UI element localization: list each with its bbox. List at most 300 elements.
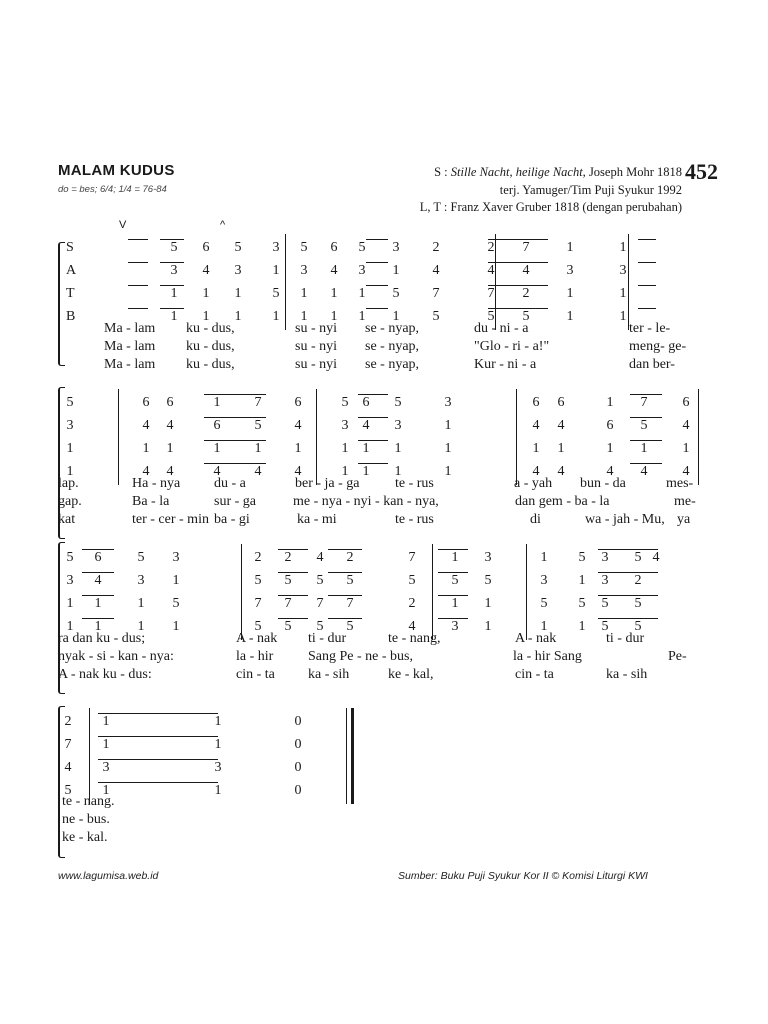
note: 1 bbox=[330, 286, 338, 301]
note-beam bbox=[328, 549, 362, 550]
lyric-segment: kat bbox=[58, 512, 76, 527]
voice-row bbox=[58, 712, 718, 732]
note-beam bbox=[488, 239, 548, 240]
note: 1 bbox=[362, 441, 370, 456]
note: 3 bbox=[214, 760, 222, 775]
note: 3 bbox=[358, 263, 366, 278]
note: 6 bbox=[532, 395, 540, 410]
lyric-segment: te - nang. bbox=[62, 794, 115, 809]
note-beam bbox=[358, 463, 388, 464]
note: 1 bbox=[294, 441, 302, 456]
lyric-segment: la - hir bbox=[236, 649, 274, 664]
note-beam bbox=[438, 595, 468, 596]
lyric-line bbox=[58, 320, 718, 338]
note: 2 bbox=[522, 286, 530, 301]
note: 4 bbox=[362, 418, 370, 433]
lyric-segment: A - nak bbox=[236, 631, 278, 646]
note: 7 bbox=[432, 286, 440, 301]
note: 3 bbox=[272, 240, 280, 255]
note: 6 bbox=[362, 395, 370, 410]
note: 1 bbox=[619, 286, 627, 301]
note: 2 bbox=[346, 550, 354, 565]
lyric-segment: ku - dus, bbox=[186, 357, 235, 372]
lyric-segment: Ma - lam bbox=[104, 321, 156, 336]
note: 6 bbox=[294, 395, 302, 410]
note: 5 bbox=[634, 550, 642, 565]
note: 7 bbox=[254, 395, 262, 410]
note-beam bbox=[598, 549, 658, 550]
note: 2 bbox=[254, 550, 262, 565]
note-beam bbox=[438, 549, 468, 550]
note: 5 bbox=[451, 573, 459, 588]
lyric-segment: su - nyi bbox=[295, 321, 337, 336]
note: 4 bbox=[202, 263, 210, 278]
note: 6 bbox=[166, 395, 174, 410]
lyric-segment: Ha - nya bbox=[132, 476, 181, 491]
note-beam bbox=[630, 394, 662, 395]
note: 7 bbox=[64, 737, 72, 752]
note: 3 bbox=[137, 573, 145, 588]
note: 1 bbox=[566, 286, 574, 301]
lyric-line bbox=[58, 356, 718, 374]
note: 3 bbox=[484, 550, 492, 565]
note: 1 bbox=[392, 309, 400, 324]
note: 1 bbox=[540, 619, 548, 634]
score-system bbox=[58, 712, 718, 857]
note-beam bbox=[638, 308, 656, 309]
note: 5 bbox=[540, 596, 548, 611]
note-beam bbox=[98, 736, 218, 737]
note: 4 bbox=[557, 418, 565, 433]
note: 5 bbox=[640, 418, 648, 433]
note: 5 bbox=[284, 573, 292, 588]
note: 4 bbox=[557, 464, 565, 479]
note: 3 bbox=[540, 573, 548, 588]
voice-row bbox=[58, 238, 718, 258]
note: 5 bbox=[300, 240, 308, 255]
note: 4 bbox=[532, 464, 540, 479]
note: 0 bbox=[294, 783, 302, 798]
credit-music: L, T : Franz Xaver Gruber 1818 (dengan perubahan) bbox=[419, 200, 682, 214]
note: 4 bbox=[254, 464, 262, 479]
note-beam bbox=[366, 239, 388, 240]
note-beam bbox=[438, 572, 468, 573]
voice-row bbox=[58, 571, 718, 591]
note: 1 bbox=[578, 573, 586, 588]
lyric-line bbox=[58, 829, 718, 847]
barline bbox=[432, 544, 433, 640]
voice-row bbox=[58, 261, 718, 281]
lyric-segment: cin - ta bbox=[236, 667, 275, 682]
note: 1 bbox=[272, 309, 280, 324]
note: 7 bbox=[254, 596, 262, 611]
breath-mark: ^ bbox=[220, 219, 226, 231]
note: 7 bbox=[522, 240, 530, 255]
note: 4 bbox=[142, 464, 150, 479]
credit-text bbox=[434, 165, 682, 180]
note: 1 bbox=[682, 441, 690, 456]
note: 1 bbox=[358, 309, 366, 324]
note: 1 bbox=[66, 464, 74, 479]
voice-label: T bbox=[66, 286, 75, 301]
note: 1 bbox=[557, 441, 565, 456]
barline bbox=[698, 389, 699, 485]
note: 1 bbox=[619, 240, 627, 255]
note: 1 bbox=[578, 619, 586, 634]
note-beam bbox=[328, 595, 362, 596]
note: 6 bbox=[94, 550, 102, 565]
note: 4 bbox=[330, 263, 338, 278]
note: 5 bbox=[284, 619, 292, 634]
lyric-segment: te - nang, bbox=[388, 631, 441, 646]
note: 4 bbox=[166, 418, 174, 433]
note-beam bbox=[630, 463, 662, 464]
note: 1 bbox=[66, 619, 74, 634]
note: 1 bbox=[566, 309, 574, 324]
credit-text-prefix: S : bbox=[434, 165, 451, 179]
credit-original-title: Stille Nacht, heilige Nacht, bbox=[450, 165, 586, 179]
voice-row bbox=[58, 594, 718, 614]
note: 2 bbox=[408, 596, 416, 611]
note: 1 bbox=[214, 783, 222, 798]
lyric-segment: ke - kal. bbox=[62, 830, 108, 845]
note: 7 bbox=[408, 550, 416, 565]
note: 5 bbox=[484, 573, 492, 588]
note: 1 bbox=[394, 464, 402, 479]
note-beam bbox=[160, 239, 184, 240]
note: 6 bbox=[202, 240, 210, 255]
note: 5 bbox=[234, 240, 242, 255]
note-beam bbox=[98, 759, 218, 760]
note-beam bbox=[438, 618, 468, 619]
note: 4 bbox=[64, 760, 72, 775]
note-beam bbox=[82, 618, 114, 619]
lyric-segment: gap. bbox=[58, 494, 82, 509]
lyric-segment: su - nyi bbox=[295, 339, 337, 354]
barline bbox=[316, 389, 317, 485]
lyric-line bbox=[58, 511, 718, 529]
voice-row bbox=[58, 393, 718, 413]
lyric-segment: Sang Pe - ne - bus, bbox=[308, 649, 413, 664]
note: 0 bbox=[294, 737, 302, 752]
lyric-line bbox=[58, 793, 718, 811]
note: 1 bbox=[451, 550, 459, 565]
lyric-line bbox=[58, 338, 718, 356]
lyric-segment: ku - dus, bbox=[186, 339, 235, 354]
lyric-segment: me - nya - nyi - kan - nya, bbox=[293, 494, 439, 509]
note-beam bbox=[366, 285, 388, 286]
lyric-line bbox=[58, 630, 718, 648]
lyric-segment: ku - dus, bbox=[186, 321, 235, 336]
note: 1 bbox=[234, 286, 242, 301]
note: 3 bbox=[394, 418, 402, 433]
note: 4 bbox=[213, 464, 221, 479]
lyric-line bbox=[58, 493, 718, 511]
note: 1 bbox=[341, 441, 349, 456]
note: 2 bbox=[64, 714, 72, 729]
voice-label: B bbox=[66, 309, 76, 324]
note: 4 bbox=[487, 263, 495, 278]
lyric-segment: ka - sih bbox=[308, 667, 350, 682]
note: 1 bbox=[394, 441, 402, 456]
note: 1 bbox=[362, 464, 370, 479]
lyric-line bbox=[58, 811, 718, 829]
note: 5 bbox=[254, 418, 262, 433]
note: 5 bbox=[346, 573, 354, 588]
note: 1 bbox=[619, 309, 627, 324]
voice-label: S bbox=[66, 240, 74, 255]
note: 3 bbox=[451, 619, 459, 634]
website-credit: www.lagumisa.web.id bbox=[58, 870, 159, 882]
note: 1 bbox=[444, 441, 452, 456]
lyric-line bbox=[58, 666, 718, 684]
note: 5 bbox=[394, 395, 402, 410]
note: 2 bbox=[432, 240, 440, 255]
note: 0 bbox=[294, 714, 302, 729]
note-beam bbox=[160, 285, 184, 286]
note: 0 bbox=[294, 760, 302, 775]
voice-row bbox=[58, 735, 718, 755]
note: 1 bbox=[94, 619, 102, 634]
note-beam bbox=[204, 440, 266, 441]
note: 4 bbox=[522, 263, 530, 278]
note: 1 bbox=[170, 286, 178, 301]
note-beam bbox=[98, 713, 218, 714]
note: 1 bbox=[214, 737, 222, 752]
lyric-segment: dan gem - ba - la bbox=[515, 494, 610, 509]
note-beam bbox=[598, 572, 658, 573]
note: 1 bbox=[330, 309, 338, 324]
barline bbox=[628, 234, 629, 330]
lyric-segment: ka - sih bbox=[606, 667, 648, 682]
voice-row bbox=[58, 416, 718, 436]
lyric-segment: Ma - lam bbox=[104, 339, 156, 354]
note-beam bbox=[204, 417, 266, 418]
note-beam bbox=[128, 262, 148, 263]
lyric-segment: bun - da bbox=[580, 476, 626, 491]
note: 5 bbox=[432, 309, 440, 324]
note: 1 bbox=[94, 596, 102, 611]
lyric-segment: ya bbox=[677, 512, 691, 527]
voice-row bbox=[58, 439, 718, 459]
note: 1 bbox=[170, 309, 178, 324]
barline bbox=[89, 708, 90, 804]
note: 1 bbox=[392, 263, 400, 278]
lyric-segment: "Glo - ri - a!" bbox=[474, 339, 550, 354]
note: 4 bbox=[532, 418, 540, 433]
note-beam bbox=[128, 239, 148, 240]
note: 4 bbox=[94, 573, 102, 588]
note: 1 bbox=[142, 441, 150, 456]
lyric-segment: ter - cer - min bbox=[132, 512, 209, 527]
note-beam bbox=[160, 308, 184, 309]
note-beam bbox=[82, 549, 114, 550]
note: 5 bbox=[254, 619, 262, 634]
note: 3 bbox=[234, 263, 242, 278]
note: 4 bbox=[142, 418, 150, 433]
note: 7 bbox=[284, 596, 292, 611]
note: 5 bbox=[254, 573, 262, 588]
note: 1 bbox=[484, 596, 492, 611]
note: 1 bbox=[254, 441, 262, 456]
lyric-segment: ra dan ku - dus; bbox=[58, 631, 146, 646]
lyric-segment: A - nak ku - dus: bbox=[58, 667, 152, 682]
note: 5 bbox=[66, 395, 74, 410]
note: 3 bbox=[102, 760, 110, 775]
lyric-segment: nyak - si - kan - nya: bbox=[58, 649, 174, 664]
note: 1 bbox=[202, 309, 210, 324]
note: 1 bbox=[606, 395, 614, 410]
note-beam bbox=[328, 618, 362, 619]
note: 1 bbox=[451, 596, 459, 611]
lyric-segment: se - nyap, bbox=[365, 339, 420, 354]
note-beam bbox=[358, 440, 388, 441]
note: 5 bbox=[137, 550, 145, 565]
lyric-segment: te - rus bbox=[395, 512, 434, 527]
lyric-segment: ka - mi bbox=[297, 512, 337, 527]
source-credit: Sumber: Buku Puji Syukur Kor II © Komisi Liturgi KWI bbox=[398, 870, 648, 882]
barline bbox=[526, 544, 527, 640]
note: 3 bbox=[300, 263, 308, 278]
note: 3 bbox=[66, 573, 74, 588]
note: 5 bbox=[408, 573, 416, 588]
note-beam bbox=[278, 618, 308, 619]
note-beam bbox=[82, 572, 114, 573]
note: 3 bbox=[619, 263, 627, 278]
note: 1 bbox=[540, 550, 548, 565]
barline bbox=[516, 389, 517, 485]
lyric-line bbox=[58, 475, 718, 493]
note: 1 bbox=[214, 714, 222, 729]
note-beam bbox=[328, 572, 362, 573]
note: 6 bbox=[213, 418, 221, 433]
note-beam bbox=[358, 394, 388, 395]
note: 2 bbox=[634, 573, 642, 588]
note: 4 bbox=[316, 550, 324, 565]
note: 4 bbox=[606, 464, 614, 479]
note-beam bbox=[98, 782, 218, 783]
lyric-segment: lap. bbox=[58, 476, 79, 491]
note-beam bbox=[488, 308, 548, 309]
note: 3 bbox=[392, 240, 400, 255]
note: 1 bbox=[234, 309, 242, 324]
note-beam bbox=[630, 440, 662, 441]
note: 3 bbox=[601, 550, 609, 565]
note-beam bbox=[366, 308, 388, 309]
note: 1 bbox=[272, 263, 280, 278]
note-beam bbox=[278, 595, 308, 596]
note: 5 bbox=[64, 783, 72, 798]
note: 1 bbox=[213, 441, 221, 456]
lyric-segment: Ba - la bbox=[132, 494, 170, 509]
note: 5 bbox=[66, 550, 74, 565]
note: 1 bbox=[137, 619, 145, 634]
note: 5 bbox=[172, 596, 180, 611]
note: 4 bbox=[432, 263, 440, 278]
note: 3 bbox=[66, 418, 74, 433]
note: 5 bbox=[634, 619, 642, 634]
note: 6 bbox=[606, 418, 614, 433]
note-beam bbox=[598, 618, 658, 619]
note: 1 bbox=[444, 418, 452, 433]
voice-row bbox=[58, 548, 718, 568]
note: 2 bbox=[284, 550, 292, 565]
note-beam bbox=[204, 394, 266, 395]
song-title: MALAM KUDUS bbox=[58, 162, 175, 179]
note: 7 bbox=[346, 596, 354, 611]
barline bbox=[285, 234, 286, 330]
lyric-segment: se - nyap, bbox=[365, 321, 420, 336]
note: 3 bbox=[341, 418, 349, 433]
lyric-segment: Pe- bbox=[668, 649, 687, 664]
note: 4 bbox=[294, 418, 302, 433]
note: 1 bbox=[172, 573, 180, 588]
lyric-segment: a - yah bbox=[514, 476, 553, 491]
note: 1 bbox=[566, 240, 574, 255]
credit-translation: terj. Yamuger/Tim Puji Syukur 1992 bbox=[499, 183, 682, 197]
lyric-segment: cin - ta bbox=[515, 667, 554, 682]
note: 5 bbox=[316, 619, 324, 634]
note: 4 bbox=[652, 550, 660, 565]
note: 4 bbox=[682, 418, 690, 433]
note: 1 bbox=[137, 596, 145, 611]
lyric-line bbox=[58, 648, 718, 666]
lyric-segment: ne - bus. bbox=[62, 812, 110, 827]
note-beam bbox=[160, 262, 184, 263]
note: 1 bbox=[532, 441, 540, 456]
note: 5 bbox=[522, 309, 530, 324]
lyric-segment: Kur - ni - a bbox=[474, 357, 537, 372]
note: 1 bbox=[213, 395, 221, 410]
note: 5 bbox=[578, 596, 586, 611]
note: 1 bbox=[484, 619, 492, 634]
note: 4 bbox=[294, 464, 302, 479]
note: 5 bbox=[392, 286, 400, 301]
note: 1 bbox=[166, 441, 174, 456]
note: 5 bbox=[487, 309, 495, 324]
note: 5 bbox=[601, 619, 609, 634]
note-beam bbox=[488, 262, 548, 263]
note: 2 bbox=[487, 240, 495, 255]
note: 4 bbox=[408, 619, 416, 634]
lyric-segment: meng- ge- bbox=[629, 339, 687, 354]
note: 7 bbox=[640, 395, 648, 410]
lyric-segment: A - nak bbox=[515, 631, 557, 646]
barline bbox=[495, 234, 496, 330]
lyric-segment: se - nyap, bbox=[365, 357, 420, 372]
lyric-segment: ti - dur bbox=[308, 631, 347, 646]
note: 1 bbox=[102, 737, 110, 752]
note: 1 bbox=[202, 286, 210, 301]
note: 3 bbox=[172, 550, 180, 565]
note: 1 bbox=[358, 286, 366, 301]
voice-label: A bbox=[66, 263, 77, 278]
note: 5 bbox=[578, 550, 586, 565]
note: 1 bbox=[300, 309, 308, 324]
note: 7 bbox=[316, 596, 324, 611]
note: 6 bbox=[557, 395, 565, 410]
lyric-segment: ber - ja - ga bbox=[295, 476, 360, 491]
note: 1 bbox=[66, 441, 74, 456]
note: 4 bbox=[640, 464, 648, 479]
lyric-segment: ba - gi bbox=[214, 512, 250, 527]
lyric-segment: la - hir Sang bbox=[513, 649, 582, 664]
note-beam bbox=[638, 285, 656, 286]
hymn-number: 452 bbox=[685, 159, 718, 184]
note: 5 bbox=[316, 573, 324, 588]
note: 6 bbox=[142, 395, 150, 410]
note: 1 bbox=[102, 783, 110, 798]
